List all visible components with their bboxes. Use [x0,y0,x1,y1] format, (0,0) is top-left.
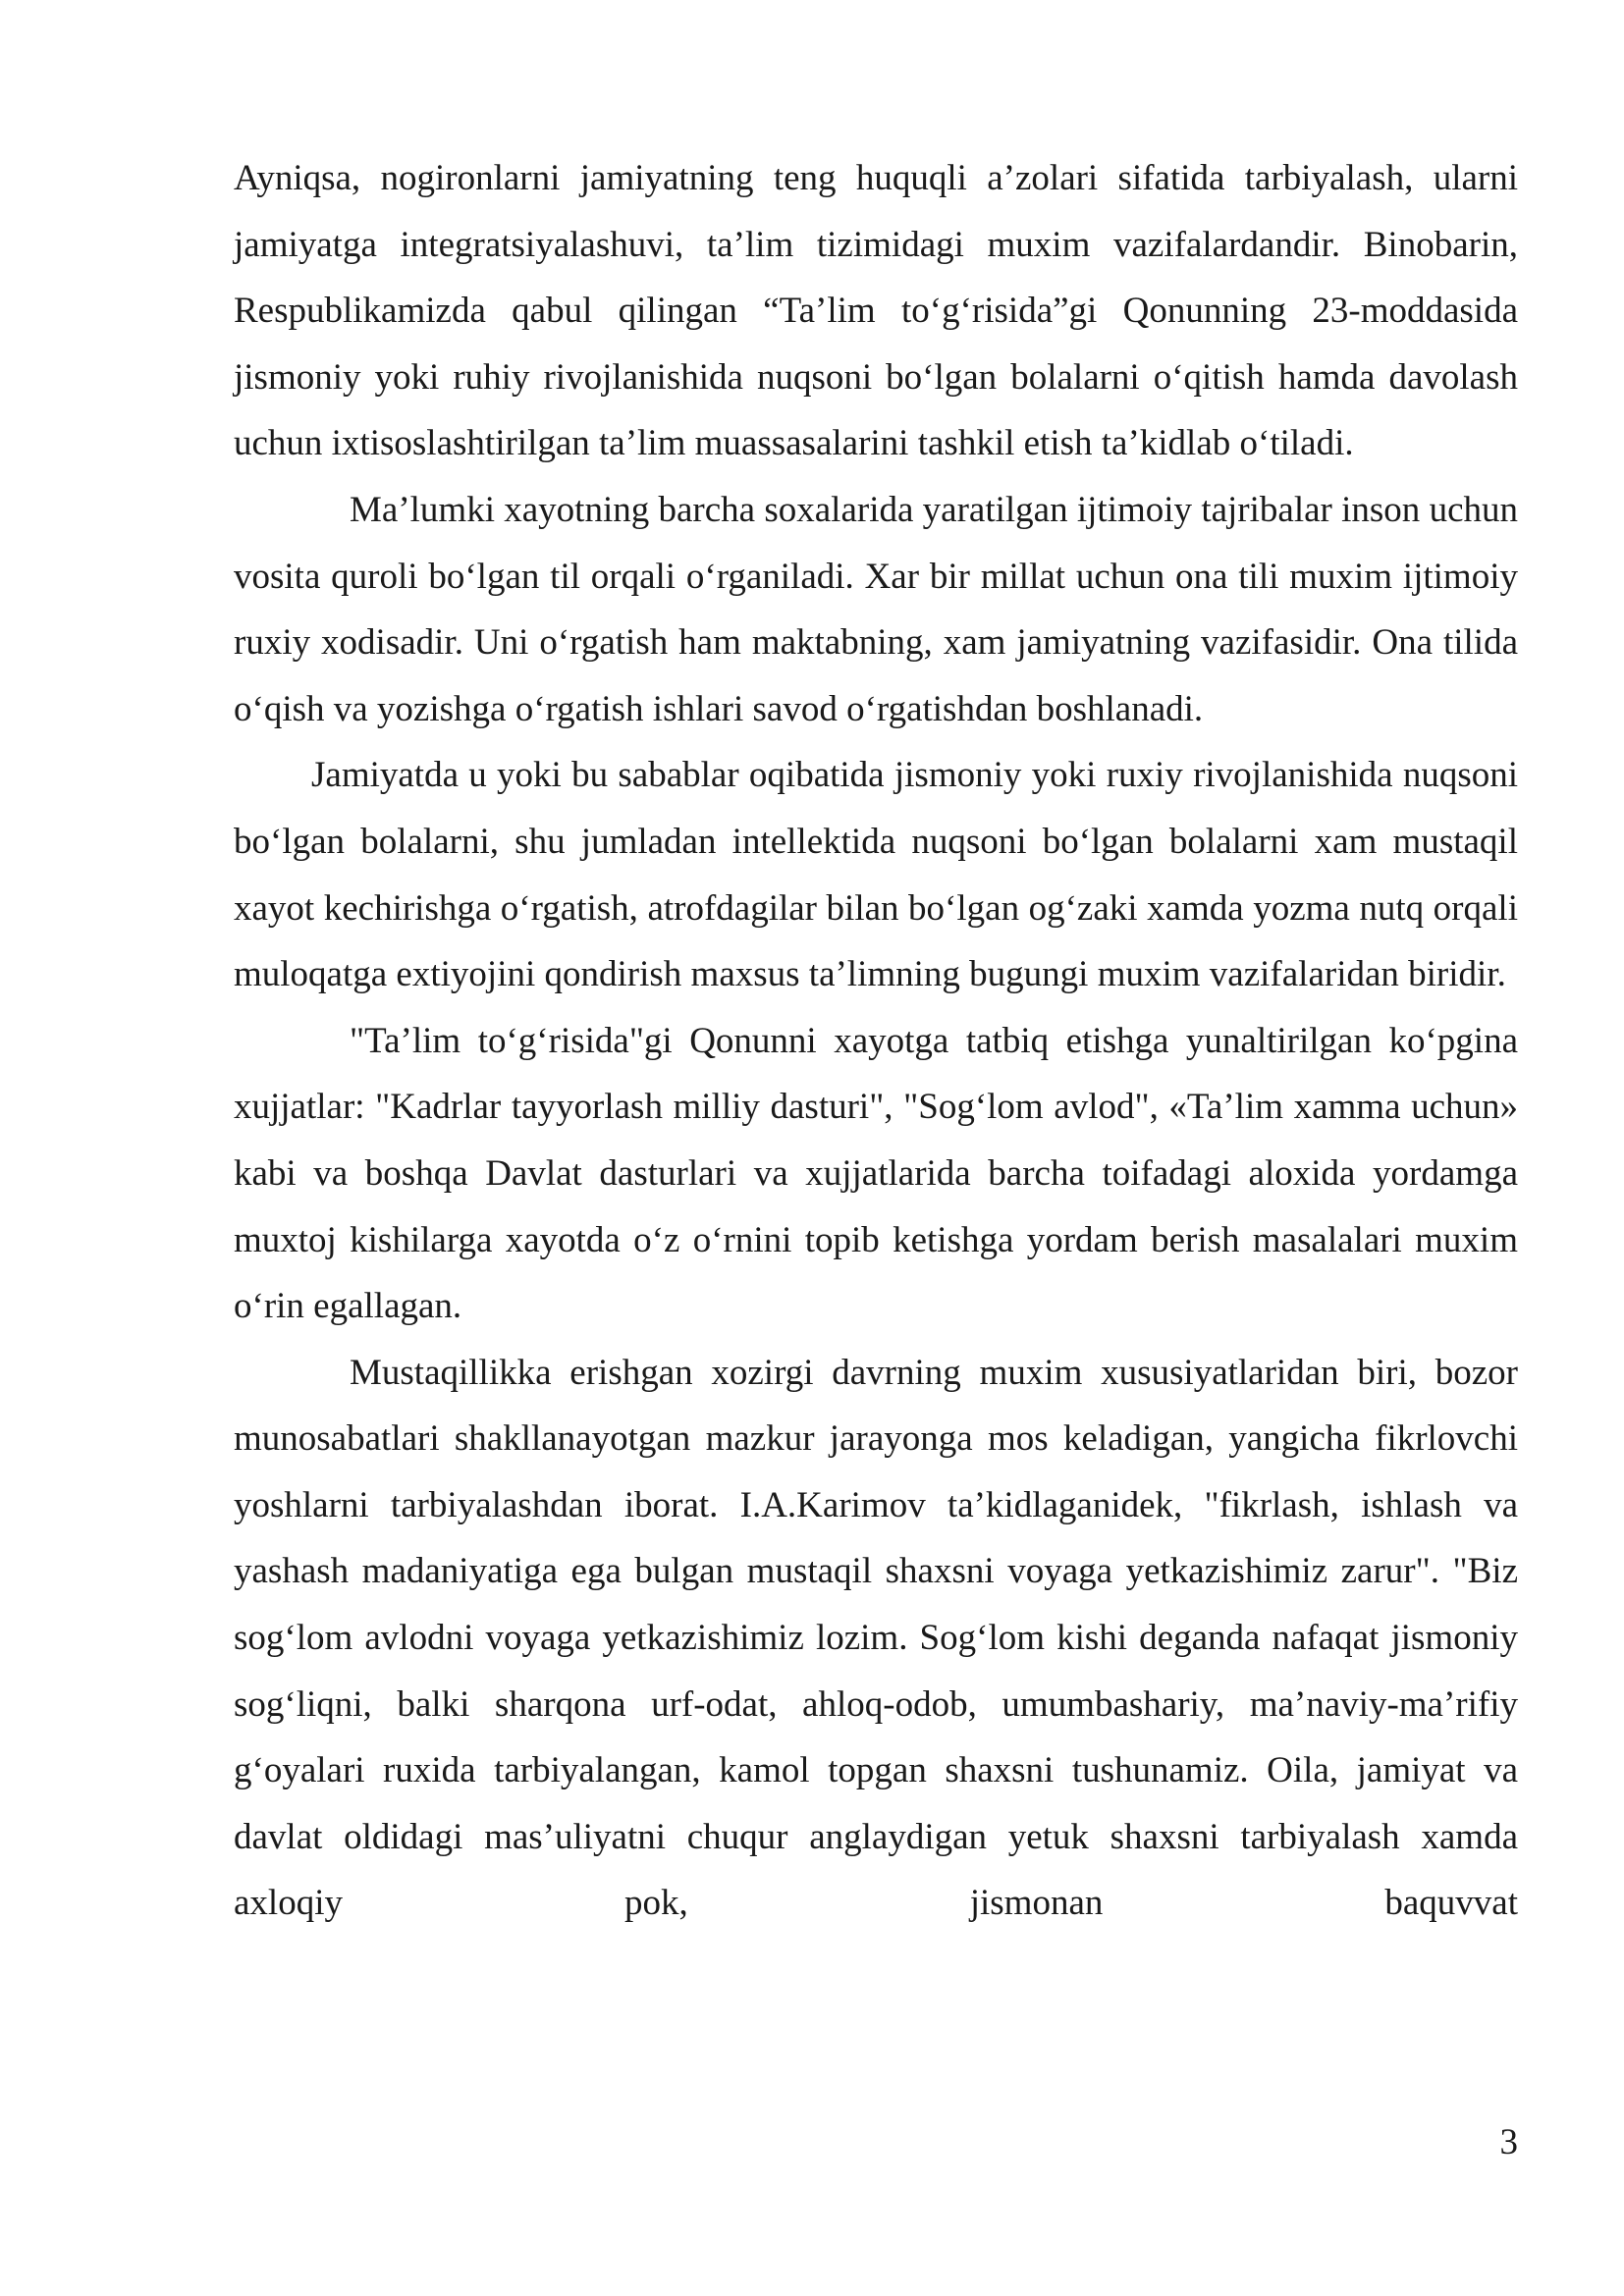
paragraph-4: "Ta’lim to‘g‘risida"gi Qonunni xayotga tatbiq etishga yunaltirilgan ko‘pgina xujjatlar: "Kadrlar tayyorlash milliy dasturi", "Sog‘lom avlod", «Ta’lim xamma uchun» kabi va boshqa Davlat dasturlari va xujjatlarida barcha toifadagi aloxida yordamga muxtoj kishilarga xayotda o‘z o‘rnini topib ketishga yordam berish masalalari muxim o‘rin egallagan. [234,1020,1518,1327]
paragraph-5: Mustaqillikka erishgan xozirgi davrning muxim xususiyatlaridan biri, bozor munosabatlari shakllanayotgan mazkur jarayonga mos keladigan, yangicha fikrlovchi yoshlarni tarbiyalashdan iborat. I.A.Karimov ta’kidlaganidek, "fikrlash, ishlash va yashash madaniyatiga ega bulgan mustaqil shaxsni voyaga yetkazishimiz zarur". "Biz sog‘lom avlodni voyaga yetkazishimiz lozim. Sog‘lom kishi deganda nafaqat jismoniy sog‘liqni, balki sharqona urf-odat, ahloq-odob, umumbashariy, ma’naviy-ma’rifiy g‘oyalari ruxida tarbiyalangan, kamol topgan shaxsni tushunamiz. Oila, jamiyat va davlat oldidagi mas’uliyatni chuqur anglaydigan yetuk shaxsni tarbiyalash xamda axloqiy pok, jismonan baquvvat [234,1352,1518,1924]
page-number: 3 [1499,2122,1518,2163]
document-body [234,145,1518,1937]
paragraph-2: Ma’lumki xayotning barcha soxalarida yaratilgan ijtimoiy tajribalar inson uchun vosita quroli bo‘lgan til orqali o‘rganiladi. Xar bir millat uchun ona tili muxim ijtimoiy ruxiy xodisadir. Uni o‘rgatish ham maktabning, xam jamiyatning vazifasidir. Ona tilida o‘qish va yozishga o‘rgatish ishlari savod o‘rgatishdan boshlanadi. [234,489,1518,729]
paragraph-3: Jamiyatda u yoki bu sabablar oqibatida jismoniy yoki ruxiy rivojlanishida nuqsoni bo‘lgan bolalarni, shu jumladan intellektida nuqsoni bo‘lgan bolalarni xam mustaqil xayot kechirishga o‘rgatish, atrofdagilar bilan bo‘lgan og‘zaki xamda yozma nutq orqali muloqatga extiyojini qondirish maxsus ta’limning bugungi muxim vazifalaridan biridir. [234,755,1518,995]
paragraph-1: Ayniqsa, nogironlarni jamiyatning teng huquqli a’zolari sifatida tarbiyalash, ularni jamiyatga integratsiyalashuvi, ta’lim tizimidagi muxim vazifalardandir. Binobarin, Respublikamizda qabul qilingan “Ta’lim to‘g‘risida”gi Qonunning 23-moddasida jismoniy yoki ruhiy rivojlanishida nuqsoni bo‘lgan bolalarni o‘qitish hamda davolash uchun ixtisoslashtirilgan ta’lim muassasalarini tashkil etish ta’kidlab o‘tiladi. [234,158,1518,464]
